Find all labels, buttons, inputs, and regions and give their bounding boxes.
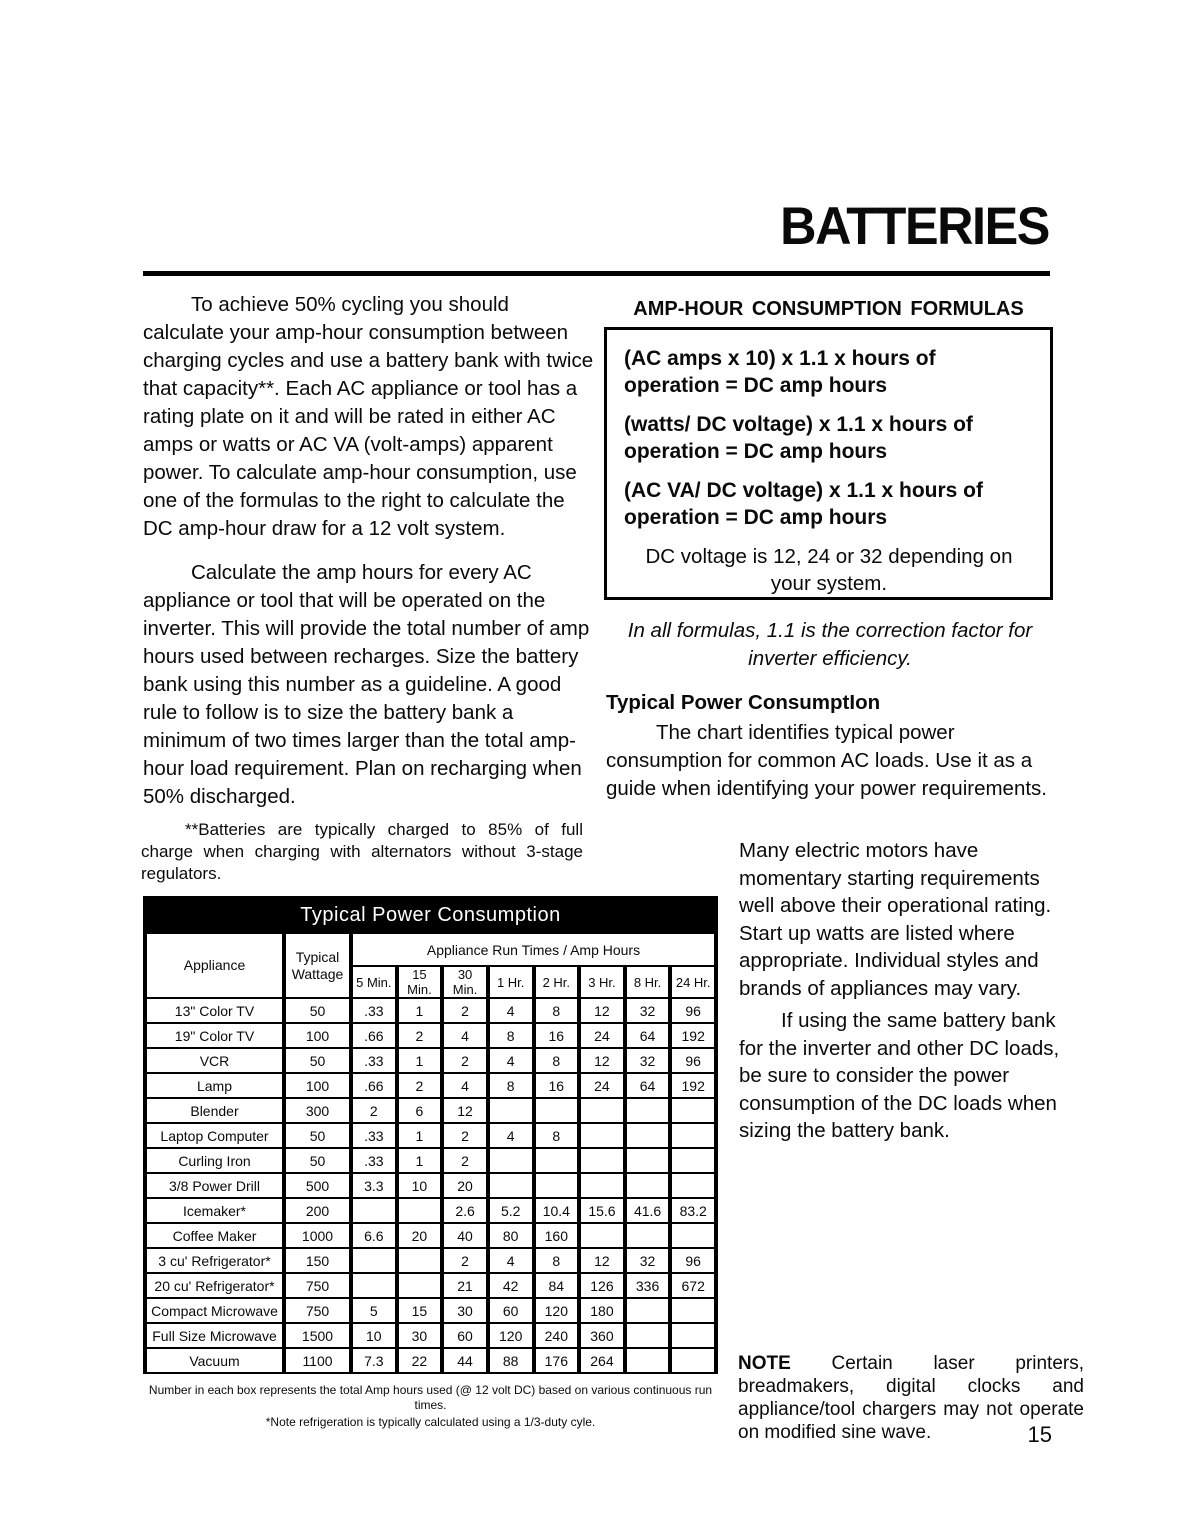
appliance-name: Lamp (145, 1073, 284, 1098)
table-row (145, 1023, 716, 1048)
amp-hours-value: 126 (579, 1273, 625, 1298)
appliance-name: 3 cu' Refrigerator* (145, 1248, 284, 1273)
chart-intro-paragraph: The chart identifies typical power consumption for common AC loads. Use it as a guide when identifying your power requirements. (606, 721, 1048, 800)
amp-hours-value: 24 (579, 1023, 625, 1048)
wattage-value: 200 (284, 1198, 351, 1223)
amp-hours-value: 7.3 (351, 1348, 397, 1373)
amp-hours-value: 2 (442, 1123, 488, 1148)
amp-hours-value (625, 1148, 671, 1173)
formulas-heading: AMP-HOUR CONSUMPTION FORMULAS (633, 298, 1024, 320)
amp-hours-value (534, 1173, 580, 1198)
amp-hours-value (351, 1273, 397, 1298)
amp-hours-value: 96 (670, 1048, 716, 1073)
amp-hours-value: 10 (351, 1323, 397, 1348)
amp-hours-value (488, 1148, 534, 1173)
amp-hours-value: 2.6 (442, 1198, 488, 1223)
amp-hours-value: 2 (442, 1248, 488, 1273)
amp-hours-value: 4 (488, 998, 534, 1023)
amp-hours-value: 15.6 (579, 1198, 625, 1223)
amp-hours-value (397, 1198, 443, 1223)
amp-hours-value (625, 1223, 671, 1248)
amp-hours-value (488, 1098, 534, 1123)
amp-hours-value (670, 1348, 716, 1373)
table-row (145, 1173, 716, 1198)
table-row (145, 1323, 716, 1348)
amp-hours-value: 20 (442, 1173, 488, 1198)
appliance-name: Curling Iron (145, 1148, 284, 1173)
amp-hours-value (579, 1098, 625, 1123)
amp-hours-value: 6.6 (351, 1223, 397, 1248)
amp-hours-value (625, 1348, 671, 1373)
wattage-value: 50 (284, 1123, 351, 1148)
amp-hours-value (670, 1298, 716, 1323)
amp-hours-value: 8 (488, 1073, 534, 1098)
amp-hours-value: 15 (397, 1298, 443, 1323)
amp-hours-value: 2 (442, 1148, 488, 1173)
amp-hours-value: 22 (397, 1348, 443, 1373)
amp-hours-value: 160 (534, 1223, 580, 1248)
table-title: Typical Power Consumption (145, 897, 716, 933)
appliance-name: Coffee Maker (145, 1223, 284, 1248)
wattage-value: 50 (284, 998, 351, 1023)
appliance-name: 19" Color TV (145, 1023, 284, 1048)
table-row (145, 1073, 716, 1098)
amp-hours-value: 5 (351, 1298, 397, 1323)
amp-hours-value: 12 (579, 1048, 625, 1073)
battery-sizing-paragraph: Calculate the amp hours for every AC appliance or tool that will be operated on the inverter. This will provide the total number of amp hours used between recharges. Size the battery bank using this number as a guideline. A good rule to follow is to size the battery bank a minimum of two times larger than the total amp-hour load requirement. Plan on recharging when 50% discharged. (143, 561, 590, 808)
amp-hours-value: 8 (534, 1248, 580, 1273)
amp-hours-value (534, 1148, 580, 1173)
time-header-30min: 30 Min. (442, 966, 488, 998)
amp-hours-value: 24 (579, 1073, 625, 1098)
wattage-value: 50 (284, 1048, 351, 1073)
amp-hours-value: 4 (488, 1123, 534, 1148)
amp-hours-value: 2 (442, 998, 488, 1023)
wattage-value: 750 (284, 1298, 351, 1323)
appliance-name: Laptop Computer (145, 1123, 284, 1148)
table-row (145, 1123, 716, 1148)
amp-hours-value: 44 (442, 1348, 488, 1373)
appliance-name: 20 cu' Refrigerator* (145, 1273, 284, 1298)
amp-hours-value: 32 (625, 1048, 671, 1073)
appliance-name: Full Size Microwave (145, 1323, 284, 1348)
amp-hours-value: 88 (488, 1348, 534, 1373)
amp-hours-value: 64 (625, 1023, 671, 1048)
amp-hours-value: 40 (442, 1223, 488, 1248)
amp-hours-value (670, 1323, 716, 1348)
appliance-name: Blender (145, 1098, 284, 1123)
wattage-value: 1100 (284, 1348, 351, 1373)
time-header-1hr: 1 Hr. (488, 966, 534, 998)
amp-hours-value: 4 (442, 1073, 488, 1098)
title-divider (143, 271, 1050, 276)
amp-hours-value: 16 (534, 1023, 580, 1048)
wattage-value: 1500 (284, 1323, 351, 1348)
amp-hours-value: 8 (534, 1123, 580, 1148)
appliance-name: 3/8 Power Drill (145, 1173, 284, 1198)
amp-hours-value (579, 1173, 625, 1198)
table-row (145, 1048, 716, 1073)
amp-hours-value: 1 (397, 1148, 443, 1173)
amp-hours-value: 3.3 (351, 1173, 397, 1198)
table-row (145, 1098, 716, 1123)
amp-hours-value (670, 1123, 716, 1148)
amp-hours-value (670, 1173, 716, 1198)
amp-hours-value: 42 (488, 1273, 534, 1298)
amp-hours-value: 120 (534, 1298, 580, 1323)
time-header-2hr: 2 Hr. (534, 966, 580, 998)
shared-battery-paragraph: If using the same battery bank for the inverter and other DC loads, be sure to consider the power consumption of the DC loads when sizing the battery bank. (739, 1009, 1060, 1142)
typical-power-subheading: Typical Power ConsumptIon (606, 691, 881, 714)
amp-hours-value: 10.4 (534, 1198, 580, 1223)
amp-hours-value: 96 (670, 998, 716, 1023)
amp-hours-value: 12 (579, 998, 625, 1023)
amp-hours-value (579, 1223, 625, 1248)
amp-hours-value: 180 (579, 1298, 625, 1323)
amp-hours-value: 12 (579, 1248, 625, 1273)
amp-hours-value (625, 1098, 671, 1123)
amp-hours-value (488, 1173, 534, 1198)
amp-hours-value: 96 (670, 1248, 716, 1273)
appliance-column-header: Appliance (145, 933, 284, 998)
table-footnote-amp-hours: Number in each box represents the total Amp hours used (@ 12 volt DC) based on various continuous run times. (148, 1383, 713, 1412)
correction-factor-note: In all formulas, 1.1 is the correction factor for inverter efficiency. (627, 619, 1033, 670)
amp-hours-value (351, 1198, 397, 1223)
time-header-15min: 15 Min. (397, 966, 443, 998)
note-label: NOTE (738, 1353, 791, 1374)
wattage-value: 500 (284, 1173, 351, 1198)
amp-hours-value (625, 1123, 671, 1148)
appliance-name: 13" Color TV (145, 998, 284, 1023)
amp-hours-value: 21 (442, 1273, 488, 1298)
amp-hours-value: 264 (579, 1348, 625, 1373)
wattage-value: 150 (284, 1248, 351, 1273)
table-body (145, 998, 716, 1373)
table-title-row (145, 897, 716, 933)
amp-hours-value: 4 (488, 1248, 534, 1273)
time-header-8hr: 8 Hr. (625, 966, 671, 998)
amp-hours-value (625, 1323, 671, 1348)
table-row (145, 1148, 716, 1173)
note-text: Certain laser printers, breadmakers, digital clocks and appliance/tool chargers may not operate on modified sine wave. (738, 1353, 1084, 1443)
amp-hours-value: .66 (351, 1023, 397, 1048)
amp-hours-value (397, 1273, 443, 1298)
table-row (145, 1348, 716, 1373)
amp-hours-value: 6 (397, 1098, 443, 1123)
amp-hours-value: 83.2 (670, 1198, 716, 1223)
page-number: 15 (1027, 1422, 1052, 1447)
amp-hours-value: .33 (351, 1123, 397, 1148)
amp-hours-value: .33 (351, 1048, 397, 1073)
electric-motors-paragraph: Many electric motors have momentary starting requirements well above their operational rating. Start up watts are listed where appropriate. Individual styles and brands of appliances may vary. (739, 839, 1052, 1000)
wattage-value: 750 (284, 1273, 351, 1298)
amp-hours-value: 8 (534, 998, 580, 1023)
amp-hours-value: 672 (670, 1273, 716, 1298)
amp-hours-value: 2 (397, 1073, 443, 1098)
wattage-column-header: Typical Wattage (284, 933, 351, 998)
amp-hours-value: .66 (351, 1073, 397, 1098)
amp-hours-value: 192 (670, 1023, 716, 1048)
page-title: BATTERIES (780, 197, 1049, 256)
intro-paragraph: To achieve 50% cycling you should calculate your amp-hour consumption between charging cycles and use a battery bank with twice that capacity**. Each AC appliance or tool has a rating plate on it and will be rated in either AC amps or watts or AC VA (volt-amps) apparent power. To calculate amp-hour consumption, use one of the formulas to the right to calculate the DC amp-hour draw for a 12 volt system. (143, 293, 594, 540)
table-row (145, 1273, 716, 1298)
formula-ac-va: (AC VA/ DC voltage) x 1.1 x hours of operation = DC amp hours (624, 479, 983, 529)
amp-hours-value: 10 (397, 1173, 443, 1198)
appliance-name: VCR (145, 1048, 284, 1073)
power-consumption-table (143, 896, 718, 1430)
amp-hours-value: 240 (534, 1323, 580, 1348)
amp-hours-value: 120 (488, 1323, 534, 1348)
amp-hours-value (351, 1248, 397, 1273)
amp-hours-value: 30 (442, 1298, 488, 1323)
time-header-24hr: 24 Hr. (670, 966, 716, 998)
time-header-3hr: 3 Hr. (579, 966, 625, 998)
dc-voltage-note: DC voltage is 12, 24 or 32 depending on your system. (645, 545, 1013, 595)
amp-hours-value: 8 (534, 1048, 580, 1073)
amp-hours-value: 20 (397, 1223, 443, 1248)
table-header-row (145, 933, 716, 966)
amp-hours-value: 41.6 (625, 1198, 671, 1223)
amp-hours-value: 192 (670, 1073, 716, 1098)
amp-hours-value: 80 (488, 1223, 534, 1248)
amp-hours-value: 84 (534, 1273, 580, 1298)
battery-charge-footnote: **Batteries are typically charged to 85% of full charge when charging with alternators without 3-stage regulators. (141, 820, 583, 883)
appliance-name: Compact Microwave (145, 1298, 284, 1323)
amp-hours-value: 64 (625, 1073, 671, 1098)
amp-hours-value: 2 (442, 1048, 488, 1073)
amp-hours-value: 2 (397, 1023, 443, 1048)
amp-hours-value: 336 (625, 1273, 671, 1298)
amp-hours-value (670, 1148, 716, 1173)
amp-hours-value (397, 1248, 443, 1273)
wattage-value: 300 (284, 1098, 351, 1123)
amp-hours-value: 60 (442, 1323, 488, 1348)
amp-hours-value (625, 1173, 671, 1198)
amp-hours-value: 176 (534, 1348, 580, 1373)
wattage-value: 100 (284, 1073, 351, 1098)
amp-hours-value: 1 (397, 998, 443, 1023)
wattage-value: 50 (284, 1148, 351, 1173)
amp-hours-value (534, 1098, 580, 1123)
time-header-5min: 5 Min. (351, 966, 397, 998)
run-times-header: Appliance Run Times / Amp Hours (351, 933, 716, 966)
amp-hours-value: .33 (351, 998, 397, 1023)
formula-watts: (watts/ DC voltage) x 1.1 x hours of operation = DC amp hours (624, 413, 973, 463)
amp-hours-value (579, 1123, 625, 1148)
amp-hours-value (579, 1148, 625, 1173)
amp-hours-value: 1 (397, 1048, 443, 1073)
amp-hours-value: 60 (488, 1298, 534, 1323)
table-row (145, 1248, 716, 1273)
amp-hours-value (670, 1098, 716, 1123)
amp-hours-value (625, 1298, 671, 1323)
amp-hours-value: 4 (488, 1048, 534, 1073)
appliance-table (143, 896, 718, 1374)
formula-ac-amps: (AC amps x 10) x 1.1 x hours of operation = DC amp hours (624, 347, 936, 397)
amp-hours-value (670, 1223, 716, 1248)
table-row (145, 998, 716, 1023)
wattage-value: 100 (284, 1023, 351, 1048)
amp-hours-value: 30 (397, 1323, 443, 1348)
amp-hours-value: .33 (351, 1148, 397, 1173)
table-row (145, 1198, 716, 1223)
amp-hours-value: 4 (442, 1023, 488, 1048)
amp-hours-value: 1 (397, 1123, 443, 1148)
wattage-value: 1000 (284, 1223, 351, 1248)
amp-hours-value: 5.2 (488, 1198, 534, 1223)
formulas-box (604, 327, 1053, 600)
appliance-name: Vacuum (145, 1348, 284, 1373)
amp-hours-value: 32 (625, 998, 671, 1023)
table-footnote-refrigeration: *Note refrigeration is typically calculated using a 1/3-duty cyle. (265, 1415, 596, 1429)
amp-hours-value: 32 (625, 1248, 671, 1273)
amp-hours-value: 12 (442, 1098, 488, 1123)
appliance-name: Icemaker* (145, 1198, 284, 1223)
amp-hours-value: 16 (534, 1073, 580, 1098)
amp-hours-value: 8 (488, 1023, 534, 1048)
amp-hours-value: 360 (579, 1323, 625, 1348)
amp-hours-value: 2 (351, 1098, 397, 1123)
table-row (145, 1298, 716, 1323)
table-row (145, 1223, 716, 1248)
